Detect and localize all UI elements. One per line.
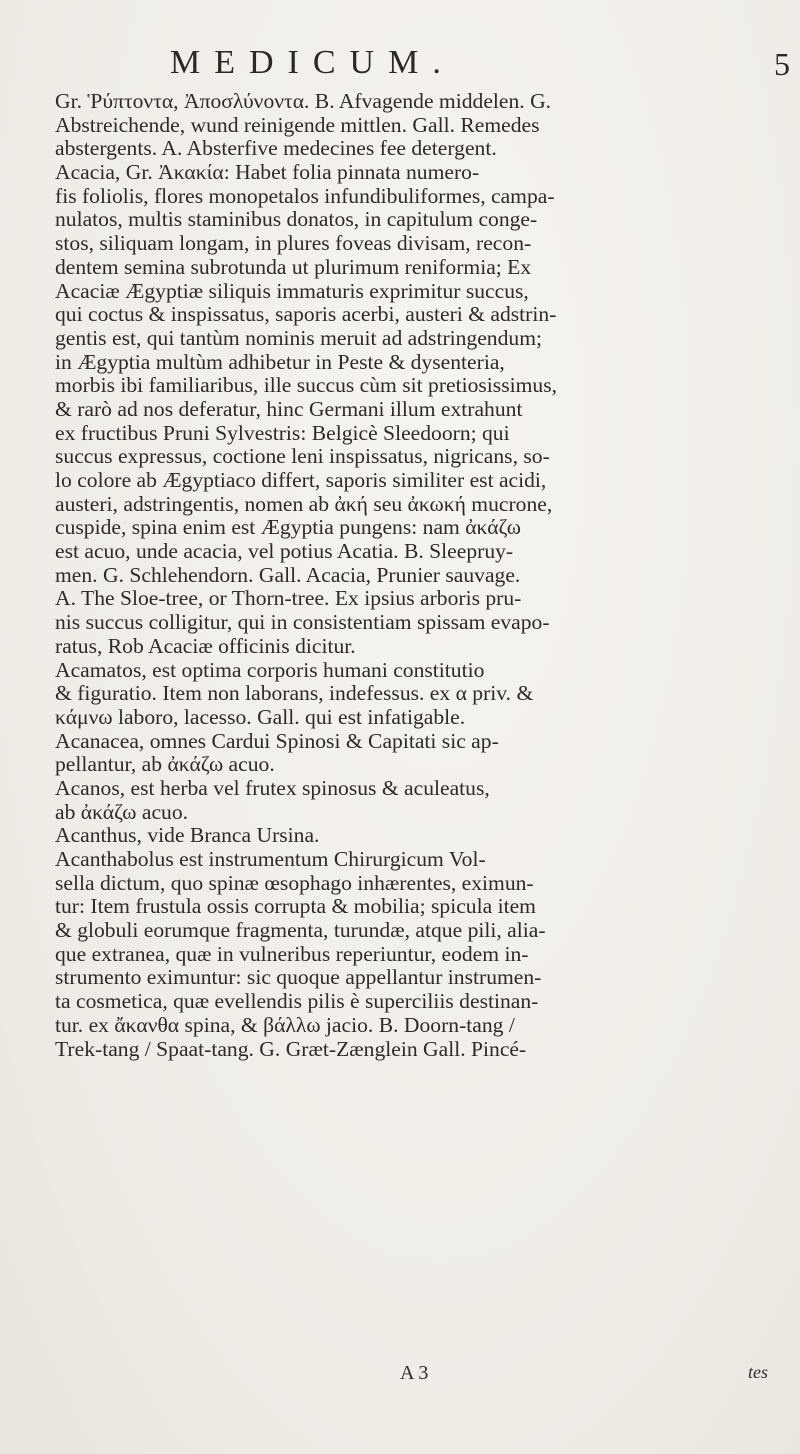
text-line: est acuo, unde acacia, vel potius Acatia. B. Sleepruy- [55, 540, 514, 564]
text-line: succus expressus, coctione leni inspissatus, nigricans, so- [55, 445, 550, 469]
signature-mark: A 3 [400, 1362, 429, 1384]
catchword: tes [748, 1362, 768, 1382]
text-line: κάμνω laboro, lacesso. Gall. qui est infatigable. [55, 705, 466, 729]
text-line: ta cosmetica, quæ evellendis pilis è superciliis destinan- [55, 990, 539, 1014]
text-line: dentem semina subrotunda ut plurimum reniformia; Ex [55, 255, 532, 279]
text-line: A. The Sloe-tree, or Thorn-tree. Ex ipsius arboris pru- [55, 587, 522, 611]
body-text [55, 90, 785, 1061]
text-line: morbis ibi familiaribus, ille succus cùm sit pretiosissimus, [55, 374, 558, 398]
text-line: & rarò ad nos deferatur, hinc Germani illum extrahunt [55, 397, 523, 421]
text-line: tur. ex ἄκανθα spina, & βάλλω jacio. B. Doorn-tang / [55, 1013, 515, 1037]
text-line: men. G. Schlehendorn. Gall. Acacia, Prunier sauvage. [55, 563, 521, 587]
running-head: MEDICUM. [170, 44, 455, 81]
text-line: Acacia, Gr. Ἀκακία: Habet folia pinnata numero- [55, 161, 480, 185]
text-line: ex fructibus Pruni Sylvestris: Belgicè Sleedoorn; qui [55, 421, 510, 445]
text-line: nulatos, multis staminibus donatos, in capitulum conge- [55, 208, 538, 232]
text-line: Acanthus, vide Branca Ursina. [55, 824, 320, 848]
text-line: Acanos, est herba vel frutex spinosus & aculeatus, [55, 776, 490, 800]
text-line: Gr. Ῥύπτοντα, Ἀποσλύνοντα. B. Afvagende middelen. G. [55, 90, 552, 113]
text-line: tur: Item frustula ossis corrupta & mobilia; spicula item [55, 895, 536, 919]
text-line: Acanthabolus est instrumentum Chirurgicum Vol- [55, 848, 486, 871]
text-line: ab ἀκάζω acuo. [55, 800, 189, 824]
page-number: 5 [774, 46, 790, 82]
text-line: nis succus colligitur, qui in consistentiam spissam evapo- [55, 611, 550, 635]
page-header [90, 44, 790, 84]
text-line: ratus, Rob Acaciæ officinis dicitur. [55, 634, 356, 658]
text-line: & globuli eorumque fragmenta, turundæ, atque pili, alia- [55, 919, 546, 943]
text-line: qui coctus & inspissatus, saporis acerbi, austeri & adstrin- [55, 303, 557, 327]
text-line: que extranea, quæ in vulneribus reperiuntur, eodem in- [55, 942, 529, 966]
text-line: abstergents. A. Absterfive medecines fee detergent. [55, 137, 497, 161]
text-line: & figuratio. Item non laborans, indefessus. ex α priv. & [55, 682, 534, 706]
text-line: in Ægyptia multùm adhibetur in Peste & dysenteria, [55, 350, 505, 374]
text-line: cuspide, spina enim est Ægyptia pungens: nam ἀκάζω [55, 516, 521, 540]
text-line: pellantur, ab ἀκάζω acuo. [55, 753, 275, 777]
text-line: Acanacea, omnes Cardui Spinosi & Capitati sic ap- [55, 729, 499, 753]
text-line: Acamatos, est optima corporis humani constitutio [55, 658, 485, 682]
text-line: Trek-tang / Spaat-tang. G. Græt-Zænglein Gall. Pincé- [55, 1037, 527, 1061]
text-line: fis foliolis, flores monopetalos infundibuliformes, campa- [55, 184, 555, 208]
text-line: strumento eximuntur: sic quoque appellantur instrumen- [55, 966, 542, 990]
text-line: austeri, adstringentis, nomen ab ἀκή seu ἀκωκή mucrone, [55, 492, 553, 516]
text-line: Abstreichende, wund reinigende mittlen. Gall. Remedes [55, 113, 540, 137]
text-line: sella dictum, quo spinæ œsophago inhærentes, eximun- [55, 871, 534, 895]
text-line: Acaciæ Ægyptiæ siliquis immaturis exprimitur succus, [55, 279, 529, 303]
text-line: gentis est, qui tantùm nominis meruit ad adstringendum; [55, 326, 542, 350]
text-line: lo colore ab Ægyptiaco differt, saporis similiter est acidi, [55, 469, 547, 492]
text-line: stos, siliquam longam, in plures foveas divisam, recon- [55, 232, 532, 256]
